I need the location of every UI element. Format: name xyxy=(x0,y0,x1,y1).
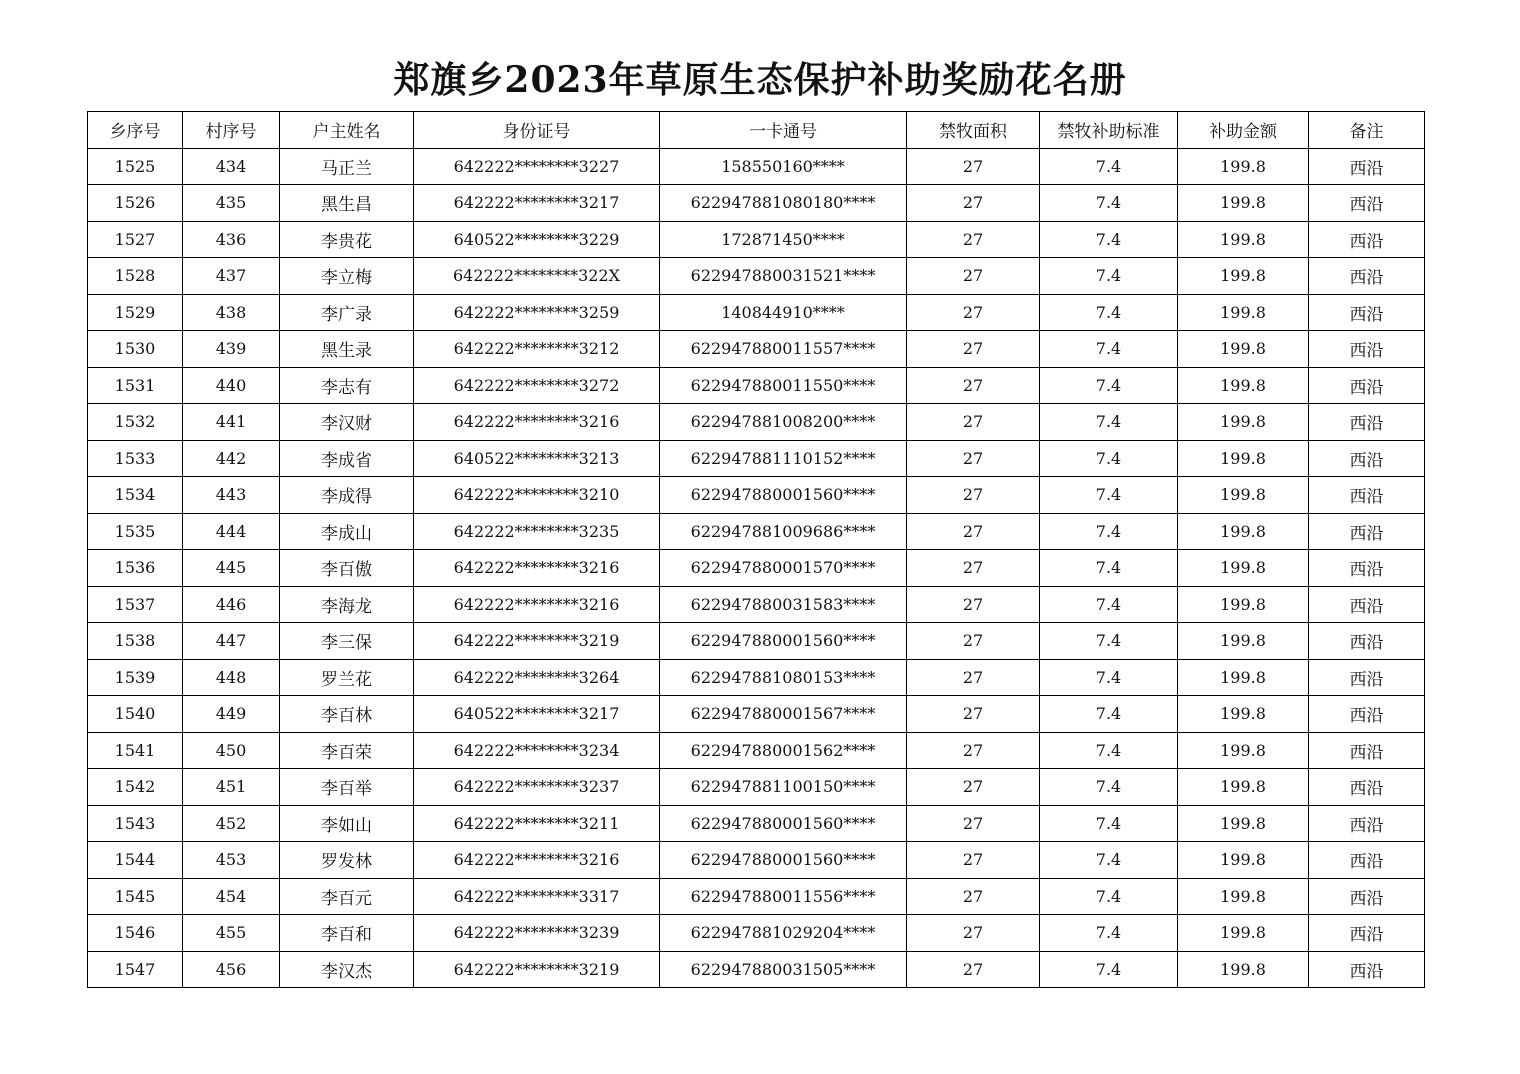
table-row xyxy=(88,805,1425,842)
householder-name-cell: 黑生录 xyxy=(280,331,414,368)
subsidy-standard-cell: 7.4 xyxy=(1040,477,1178,514)
village-seq-cell: 441 xyxy=(183,404,280,441)
remark-cell: 西沿 xyxy=(1309,404,1425,441)
village-seq-cell: 435 xyxy=(183,185,280,222)
grazing-ban-area-cell: 27 xyxy=(907,805,1040,842)
table-row xyxy=(88,623,1425,660)
card-number-cell: 622947881080180**** xyxy=(660,185,907,222)
grazing-ban-area-cell: 27 xyxy=(907,294,1040,331)
card-number-cell: 622947880001570**** xyxy=(660,550,907,587)
table-row xyxy=(88,367,1425,404)
card-number-cell: 622947881009686**** xyxy=(660,513,907,550)
id-number-cell: 642222********3217 xyxy=(414,185,660,222)
subsidy-amount-cell: 199.8 xyxy=(1178,440,1309,477)
township-seq-cell: 1535 xyxy=(88,513,183,550)
id-number-cell: 642222********3239 xyxy=(414,915,660,952)
village-seq-cell: 452 xyxy=(183,805,280,842)
village-seq-cell: 434 xyxy=(183,148,280,185)
householder-name-cell: 李广录 xyxy=(280,294,414,331)
table-row xyxy=(88,513,1425,550)
id-number-cell: 642222********3264 xyxy=(414,659,660,696)
village-seq-cell: 454 xyxy=(183,878,280,915)
column-header: 备注 xyxy=(1309,112,1425,149)
township-seq-cell: 1528 xyxy=(88,258,183,295)
village-seq-cell: 445 xyxy=(183,550,280,587)
column-header: 户主姓名 xyxy=(280,112,414,149)
table-body xyxy=(88,148,1425,988)
township-seq-cell: 1532 xyxy=(88,404,183,441)
subsidy-standard-cell: 7.4 xyxy=(1040,550,1178,587)
township-seq-cell: 1543 xyxy=(88,805,183,842)
id-number-cell: 640522********3217 xyxy=(414,696,660,733)
remark-cell: 西沿 xyxy=(1309,951,1425,988)
table-row xyxy=(88,185,1425,222)
id-number-cell: 642222********3259 xyxy=(414,294,660,331)
village-seq-cell: 446 xyxy=(183,586,280,623)
householder-name-cell: 李三保 xyxy=(280,623,414,660)
table-row xyxy=(88,769,1425,806)
subsidy-amount-cell: 199.8 xyxy=(1178,258,1309,295)
township-seq-cell: 1533 xyxy=(88,440,183,477)
remark-cell: 西沿 xyxy=(1309,258,1425,295)
remark-cell: 西沿 xyxy=(1309,623,1425,660)
subsidy-amount-cell: 199.8 xyxy=(1178,404,1309,441)
township-seq-cell: 1537 xyxy=(88,586,183,623)
subsidy-amount-cell: 199.8 xyxy=(1178,221,1309,258)
remark-cell: 西沿 xyxy=(1309,805,1425,842)
subsidy-amount-cell: 199.8 xyxy=(1178,696,1309,733)
subsidy-standard-cell: 7.4 xyxy=(1040,878,1178,915)
grazing-ban-area-cell: 27 xyxy=(907,440,1040,477)
remark-cell: 西沿 xyxy=(1309,185,1425,222)
card-number-cell: 622947881100150**** xyxy=(660,769,907,806)
householder-name-cell: 罗发林 xyxy=(280,842,414,879)
remark-cell: 西沿 xyxy=(1309,878,1425,915)
column-header: 禁牧补助标准 xyxy=(1040,112,1178,149)
subsidy-standard-cell: 7.4 xyxy=(1040,440,1178,477)
subsidy-amount-cell: 199.8 xyxy=(1178,623,1309,660)
remark-cell: 西沿 xyxy=(1309,221,1425,258)
remark-cell: 西沿 xyxy=(1309,440,1425,477)
grazing-ban-area-cell: 27 xyxy=(907,915,1040,952)
subsidy-amount-cell: 199.8 xyxy=(1178,148,1309,185)
id-number-cell: 642222********3216 xyxy=(414,586,660,623)
subsidy-amount-cell: 199.8 xyxy=(1178,769,1309,806)
subsidy-standard-cell: 7.4 xyxy=(1040,148,1178,185)
grazing-ban-area-cell: 27 xyxy=(907,185,1040,222)
village-seq-cell: 436 xyxy=(183,221,280,258)
township-seq-cell: 1534 xyxy=(88,477,183,514)
township-seq-cell: 1530 xyxy=(88,331,183,368)
village-seq-cell: 451 xyxy=(183,769,280,806)
id-number-cell: 642222********3216 xyxy=(414,550,660,587)
householder-name-cell: 李百和 xyxy=(280,915,414,952)
remark-cell: 西沿 xyxy=(1309,550,1425,587)
grazing-ban-area-cell: 27 xyxy=(907,148,1040,185)
householder-name-cell: 李海龙 xyxy=(280,586,414,623)
subsidy-amount-cell: 199.8 xyxy=(1178,732,1309,769)
id-number-cell: 642222********3234 xyxy=(414,732,660,769)
householder-name-cell: 李志有 xyxy=(280,367,414,404)
township-seq-cell: 1546 xyxy=(88,915,183,952)
card-number-cell: 622947880011556**** xyxy=(660,878,907,915)
grazing-ban-area-cell: 27 xyxy=(907,623,1040,660)
table-row xyxy=(88,477,1425,514)
id-number-cell: 642222********322X xyxy=(414,258,660,295)
village-seq-cell: 455 xyxy=(183,915,280,952)
grazing-ban-area-cell: 27 xyxy=(907,404,1040,441)
card-number-cell: 622947881080153**** xyxy=(660,659,907,696)
remark-cell: 西沿 xyxy=(1309,659,1425,696)
subsidy-standard-cell: 7.4 xyxy=(1040,951,1178,988)
subsidy-standard-cell: 7.4 xyxy=(1040,586,1178,623)
remark-cell: 西沿 xyxy=(1309,732,1425,769)
subsidy-standard-cell: 7.4 xyxy=(1040,659,1178,696)
card-number-cell: 158550160**** xyxy=(660,148,907,185)
table-row xyxy=(88,878,1425,915)
subsidy-amount-cell: 199.8 xyxy=(1178,367,1309,404)
id-number-cell: 642222********3317 xyxy=(414,878,660,915)
subsidy-standard-cell: 7.4 xyxy=(1040,404,1178,441)
householder-name-cell: 李百举 xyxy=(280,769,414,806)
card-number-cell: 622947880031583**** xyxy=(660,586,907,623)
township-seq-cell: 1531 xyxy=(88,367,183,404)
card-number-cell: 622947880031521**** xyxy=(660,258,907,295)
village-seq-cell: 447 xyxy=(183,623,280,660)
householder-name-cell: 李如山 xyxy=(280,805,414,842)
id-number-cell: 642222********3216 xyxy=(414,404,660,441)
table-row xyxy=(88,331,1425,368)
remark-cell: 西沿 xyxy=(1309,769,1425,806)
subsidy-standard-cell: 7.4 xyxy=(1040,732,1178,769)
grazing-ban-area-cell: 27 xyxy=(907,696,1040,733)
township-seq-cell: 1525 xyxy=(88,148,183,185)
subsidy-standard-cell: 7.4 xyxy=(1040,805,1178,842)
subsidy-amount-cell: 199.8 xyxy=(1178,951,1309,988)
grazing-ban-area-cell: 27 xyxy=(907,586,1040,623)
grazing-ban-area-cell: 27 xyxy=(907,331,1040,368)
id-number-cell: 642222********3235 xyxy=(414,513,660,550)
subsidy-standard-cell: 7.4 xyxy=(1040,294,1178,331)
card-number-cell: 140844910**** xyxy=(660,294,907,331)
grazing-ban-area-cell: 27 xyxy=(907,769,1040,806)
id-number-cell: 642222********3216 xyxy=(414,842,660,879)
householder-name-cell: 李贵花 xyxy=(280,221,414,258)
subsidy-amount-cell: 199.8 xyxy=(1178,842,1309,879)
township-seq-cell: 1538 xyxy=(88,623,183,660)
householder-name-cell: 李成山 xyxy=(280,513,414,550)
village-seq-cell: 453 xyxy=(183,842,280,879)
id-number-cell: 642222********3237 xyxy=(414,769,660,806)
remark-cell: 西沿 xyxy=(1309,477,1425,514)
subsidy-standard-cell: 7.4 xyxy=(1040,696,1178,733)
subsidy-amount-cell: 199.8 xyxy=(1178,331,1309,368)
householder-name-cell: 李成省 xyxy=(280,440,414,477)
card-number-cell: 622947880001560**** xyxy=(660,805,907,842)
township-seq-cell: 1547 xyxy=(88,951,183,988)
subsidy-amount-cell: 199.8 xyxy=(1178,513,1309,550)
card-number-cell: 622947880001560**** xyxy=(660,623,907,660)
subsidy-standard-cell: 7.4 xyxy=(1040,367,1178,404)
card-number-cell: 622947881008200**** xyxy=(660,404,907,441)
subsidy-amount-cell: 199.8 xyxy=(1178,915,1309,952)
column-header: 补助金额 xyxy=(1178,112,1309,149)
householder-name-cell: 李百荣 xyxy=(280,732,414,769)
township-seq-cell: 1541 xyxy=(88,732,183,769)
id-number-cell: 640522********3229 xyxy=(414,221,660,258)
householder-name-cell: 李汉财 xyxy=(280,404,414,441)
grazing-ban-area-cell: 27 xyxy=(907,550,1040,587)
householder-name-cell: 李百傲 xyxy=(280,550,414,587)
township-seq-cell: 1526 xyxy=(88,185,183,222)
table-row xyxy=(88,404,1425,441)
subsidy-standard-cell: 7.4 xyxy=(1040,769,1178,806)
grazing-ban-area-cell: 27 xyxy=(907,732,1040,769)
card-number-cell: 622947880001560**** xyxy=(660,842,907,879)
id-number-cell: 642222********3219 xyxy=(414,951,660,988)
card-number-cell: 622947880001567**** xyxy=(660,696,907,733)
township-seq-cell: 1542 xyxy=(88,769,183,806)
village-seq-cell: 443 xyxy=(183,477,280,514)
card-number-cell: 622947880011550**** xyxy=(660,367,907,404)
village-seq-cell: 438 xyxy=(183,294,280,331)
roster-table xyxy=(87,111,1425,988)
grazing-ban-area-cell: 27 xyxy=(907,367,1040,404)
subsidy-amount-cell: 199.8 xyxy=(1178,805,1309,842)
grazing-ban-area-cell: 27 xyxy=(907,842,1040,879)
grazing-ban-area-cell: 27 xyxy=(907,513,1040,550)
table-row xyxy=(88,659,1425,696)
table-row xyxy=(88,842,1425,879)
village-seq-cell: 449 xyxy=(183,696,280,733)
id-number-cell: 642222********3210 xyxy=(414,477,660,514)
id-number-cell: 640522********3213 xyxy=(414,440,660,477)
table-row xyxy=(88,258,1425,295)
township-seq-cell: 1544 xyxy=(88,842,183,879)
remark-cell: 西沿 xyxy=(1309,367,1425,404)
village-seq-cell: 456 xyxy=(183,951,280,988)
grazing-ban-area-cell: 27 xyxy=(907,878,1040,915)
subsidy-amount-cell: 199.8 xyxy=(1178,477,1309,514)
card-number-cell: 622947880001560**** xyxy=(660,477,907,514)
id-number-cell: 642222********3212 xyxy=(414,331,660,368)
remark-cell: 西沿 xyxy=(1309,294,1425,331)
subsidy-standard-cell: 7.4 xyxy=(1040,331,1178,368)
page-title: 郑旗乡2023年草原生态保护补助奖励花名册 xyxy=(393,59,1127,101)
table-row xyxy=(88,294,1425,331)
subsidy-standard-cell: 7.4 xyxy=(1040,623,1178,660)
grazing-ban-area-cell: 27 xyxy=(907,477,1040,514)
subsidy-amount-cell: 199.8 xyxy=(1178,294,1309,331)
table-header-row xyxy=(88,112,1425,149)
grazing-ban-area-cell: 27 xyxy=(907,258,1040,295)
card-number-cell: 622947880031505**** xyxy=(660,951,907,988)
grazing-ban-area-cell: 27 xyxy=(907,951,1040,988)
village-seq-cell: 437 xyxy=(183,258,280,295)
subsidy-amount-cell: 199.8 xyxy=(1178,659,1309,696)
table-row xyxy=(88,148,1425,185)
subsidy-standard-cell: 7.4 xyxy=(1040,185,1178,222)
column-header: 村序号 xyxy=(183,112,280,149)
table-row xyxy=(88,221,1425,258)
subsidy-amount-cell: 199.8 xyxy=(1178,878,1309,915)
card-number-cell: 622947880011557**** xyxy=(660,331,907,368)
remark-cell: 西沿 xyxy=(1309,513,1425,550)
column-header: 一卡通号 xyxy=(660,112,907,149)
id-number-cell: 642222********3272 xyxy=(414,367,660,404)
remark-cell: 西沿 xyxy=(1309,331,1425,368)
subsidy-standard-cell: 7.4 xyxy=(1040,915,1178,952)
village-seq-cell: 444 xyxy=(183,513,280,550)
householder-name-cell: 李百元 xyxy=(280,878,414,915)
householder-name-cell: 李立梅 xyxy=(280,258,414,295)
grazing-ban-area-cell: 27 xyxy=(907,659,1040,696)
table-row xyxy=(88,550,1425,587)
table-row xyxy=(88,732,1425,769)
subsidy-amount-cell: 199.8 xyxy=(1178,185,1309,222)
householder-name-cell: 黑生昌 xyxy=(280,185,414,222)
subsidy-amount-cell: 199.8 xyxy=(1178,586,1309,623)
table-row xyxy=(88,586,1425,623)
township-seq-cell: 1529 xyxy=(88,294,183,331)
table-row xyxy=(88,696,1425,733)
township-seq-cell: 1539 xyxy=(88,659,183,696)
remark-cell: 西沿 xyxy=(1309,148,1425,185)
subsidy-standard-cell: 7.4 xyxy=(1040,513,1178,550)
remark-cell: 西沿 xyxy=(1309,842,1425,879)
column-header: 身份证号 xyxy=(414,112,660,149)
table-row xyxy=(88,951,1425,988)
village-seq-cell: 448 xyxy=(183,659,280,696)
table-row xyxy=(88,440,1425,477)
householder-name-cell: 李百林 xyxy=(280,696,414,733)
householder-name-cell: 马正兰 xyxy=(280,148,414,185)
subsidy-standard-cell: 7.4 xyxy=(1040,258,1178,295)
remark-cell: 西沿 xyxy=(1309,696,1425,733)
card-number-cell: 622947881110152**** xyxy=(660,440,907,477)
village-seq-cell: 440 xyxy=(183,367,280,404)
card-number-cell: 172871450**** xyxy=(660,221,907,258)
card-number-cell: 622947881029204**** xyxy=(660,915,907,952)
township-seq-cell: 1545 xyxy=(88,878,183,915)
table-row xyxy=(88,915,1425,952)
township-seq-cell: 1527 xyxy=(88,221,183,258)
id-number-cell: 642222********3219 xyxy=(414,623,660,660)
grazing-ban-area-cell: 27 xyxy=(907,221,1040,258)
remark-cell: 西沿 xyxy=(1309,915,1425,952)
householder-name-cell: 罗兰花 xyxy=(280,659,414,696)
id-number-cell: 642222********3227 xyxy=(414,148,660,185)
village-seq-cell: 450 xyxy=(183,732,280,769)
subsidy-amount-cell: 199.8 xyxy=(1178,550,1309,587)
householder-name-cell: 李成得 xyxy=(280,477,414,514)
village-seq-cell: 439 xyxy=(183,331,280,368)
subsidy-standard-cell: 7.4 xyxy=(1040,221,1178,258)
subsidy-standard-cell: 7.4 xyxy=(1040,842,1178,879)
id-number-cell: 642222********3211 xyxy=(414,805,660,842)
column-header: 乡序号 xyxy=(88,112,183,149)
card-number-cell: 622947880001562**** xyxy=(660,732,907,769)
township-seq-cell: 1536 xyxy=(88,550,183,587)
column-header: 禁牧面积 xyxy=(907,112,1040,149)
remark-cell: 西沿 xyxy=(1309,586,1425,623)
township-seq-cell: 1540 xyxy=(88,696,183,733)
householder-name-cell: 李汉杰 xyxy=(280,951,414,988)
village-seq-cell: 442 xyxy=(183,440,280,477)
